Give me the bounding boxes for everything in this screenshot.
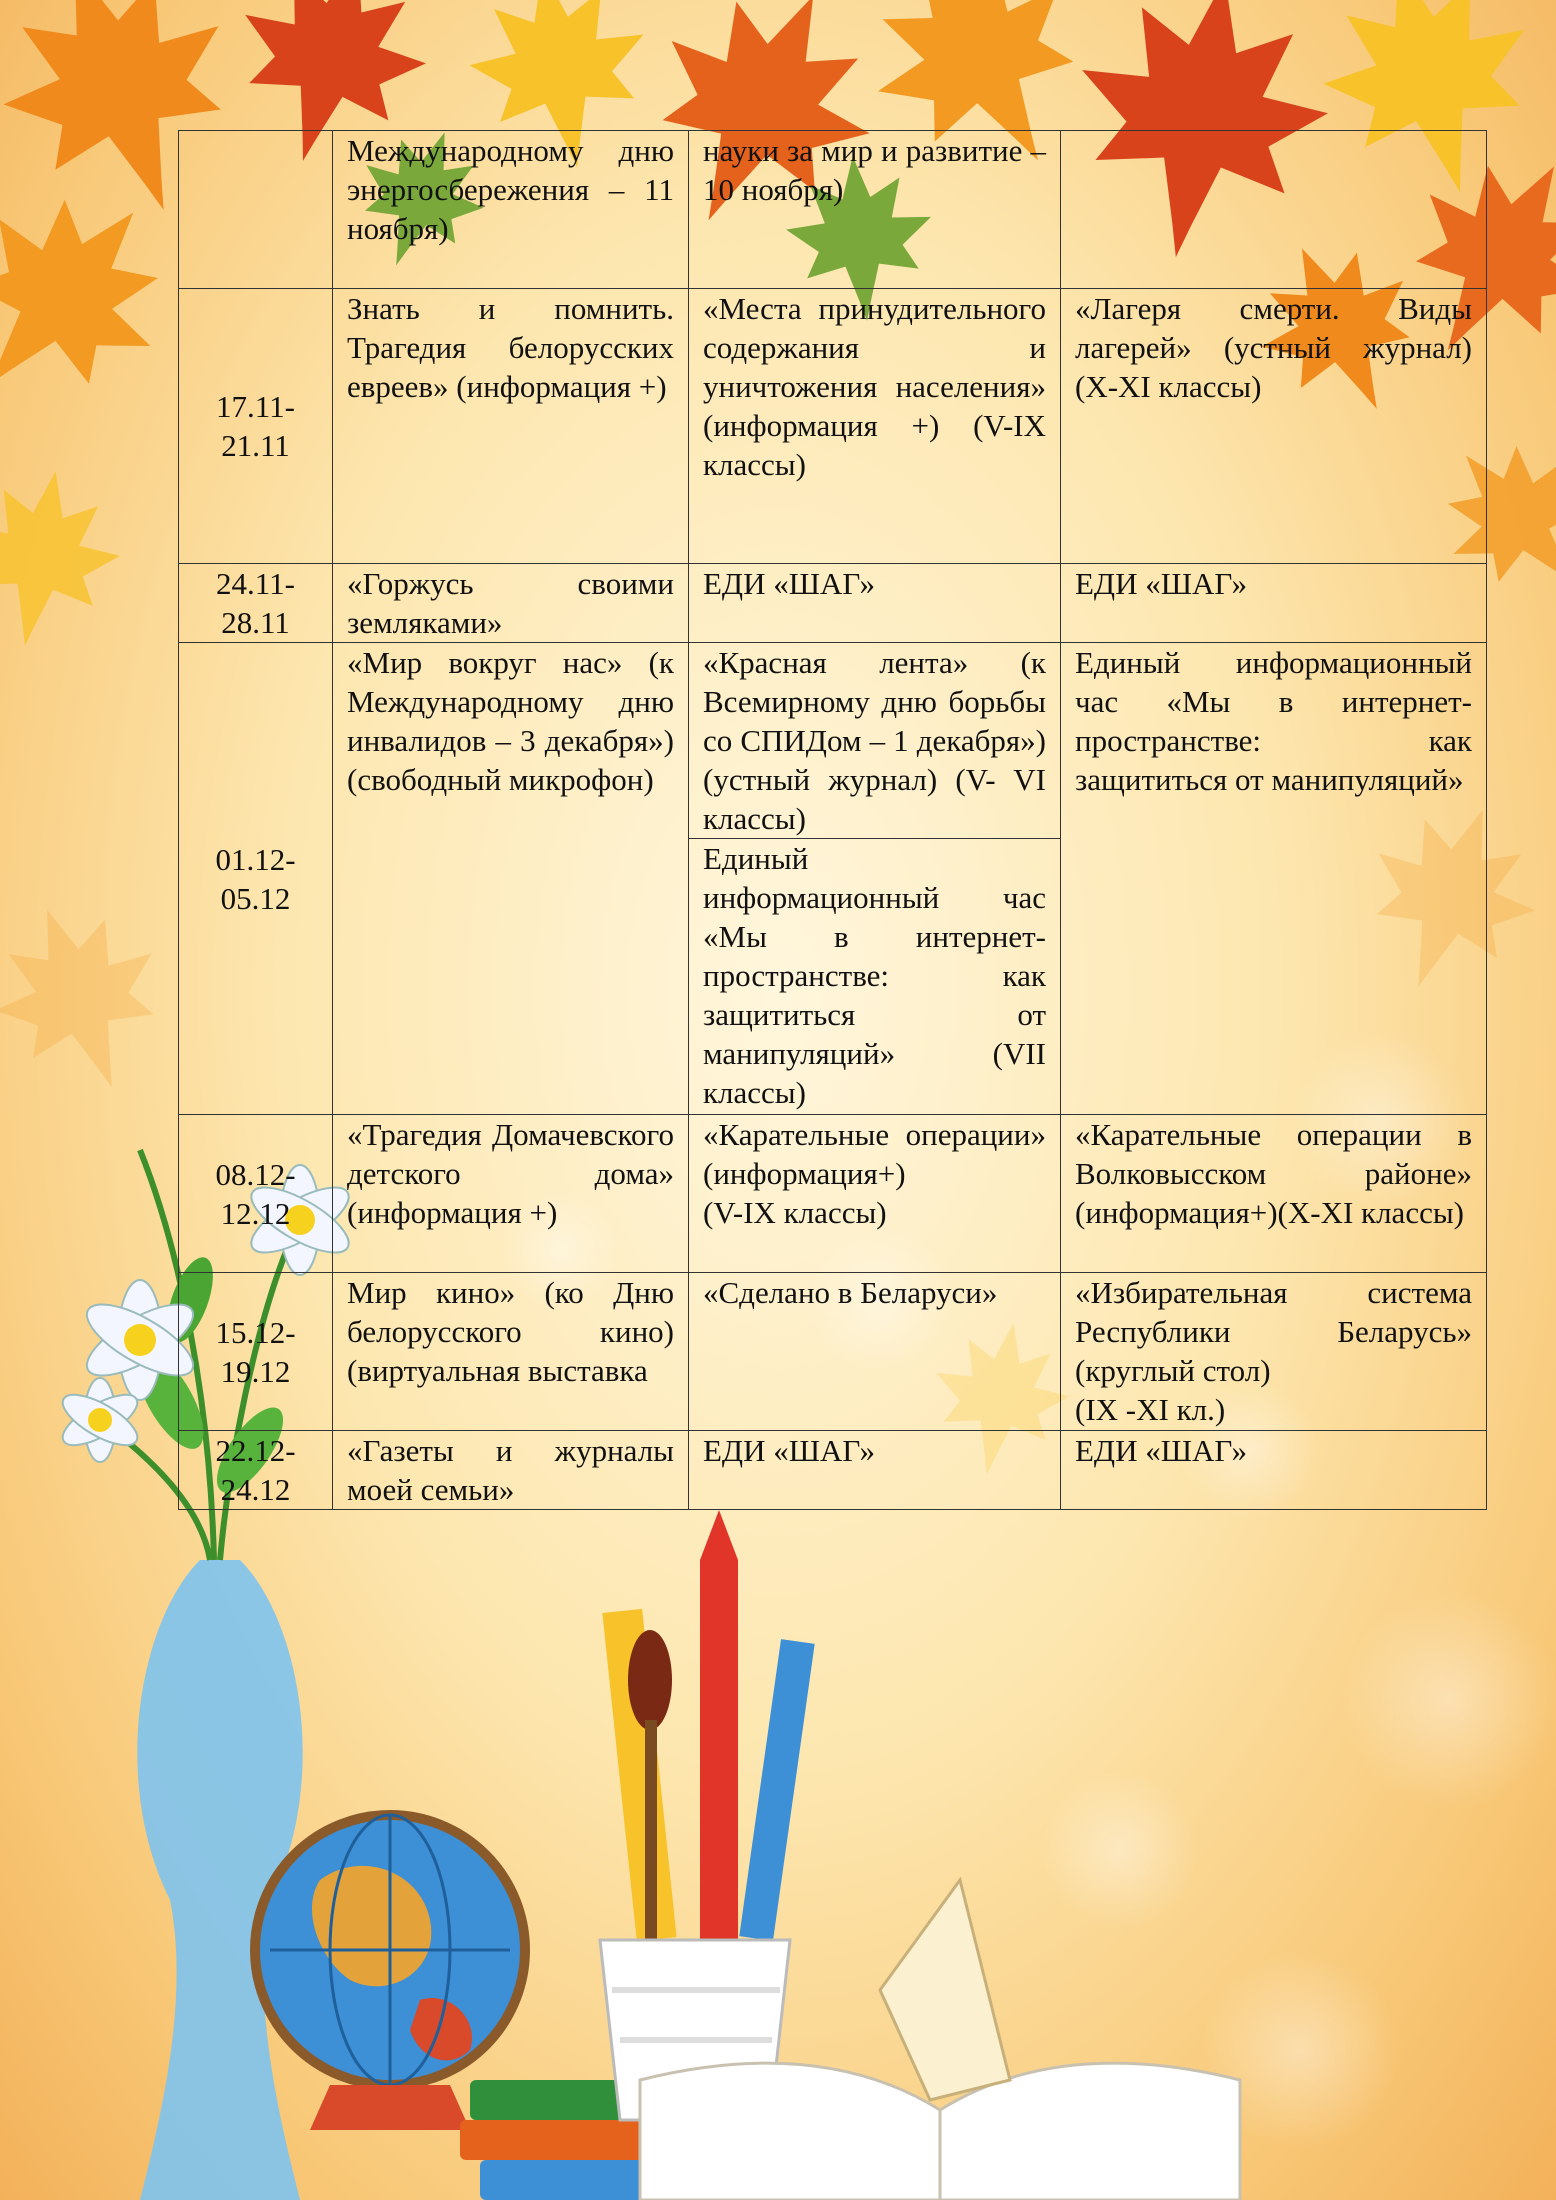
event-cell: Знать и помнить. Трагедия белорусских евреев» (информация +) <box>333 289 689 564</box>
event-cell: «Мир вокруг нас» (к Международному дню инвалидов – 3 декабря») (свободный микрофон) <box>333 643 689 1115</box>
event-cell: «Карательные операции» (информация+) (V-IX классы) <box>689 1115 1061 1273</box>
event-cell: «Газеты и журналы моей семьи» <box>333 1431 689 1510</box>
event-cell: «Трагедия Домачевского детского дома» (информация +) <box>333 1115 689 1273</box>
event-subcell: «Красная лента» (к Всемирному дню борьбы со СПИДом – 1 декабря») (устный журнал) (V- VI классы) <box>703 645 1046 836</box>
table-row <box>179 564 1487 643</box>
event-cell: науки за мир и развитие – 10 ноября) <box>689 131 1061 289</box>
date-cell: 08.12- 12.12 <box>179 1115 333 1273</box>
date-cell: 15.12- 19.12 <box>179 1273 333 1431</box>
date-cell: 17.11- 21.11 <box>179 289 333 564</box>
event-cell: ЕДИ «ШАГ» <box>1061 1431 1487 1510</box>
event-cell: Международному дню энергосбережения – 11 ноября) <box>333 131 689 289</box>
event-cell: «Сделано в Беларуси» <box>689 1273 1061 1431</box>
event-cell: ЕДИ «ШАГ» <box>689 564 1061 643</box>
pencil-cup <box>600 1510 815 2120</box>
date-cell: 22.12- 24.12 <box>179 1431 333 1510</box>
table-row <box>179 643 1487 1115</box>
event-cell: ЕДИ «ШАГ» <box>689 1431 1061 1510</box>
event-cell: «Горжусь своими земляками» <box>333 564 689 643</box>
event-cell: Мир кино» (ко Дню белорусского кино) (виртуальная выставка <box>333 1273 689 1431</box>
table-row <box>179 1273 1487 1431</box>
table-row <box>179 1115 1487 1273</box>
event-cell: «Лагеря смерти. Виды лагерей» (устный журнал) (X-XI классы) <box>1061 289 1487 564</box>
table-row <box>179 131 1487 289</box>
event-cell: «Карательные операции в Волковысском районе» (информация+)(X-XI классы) <box>1061 1115 1487 1273</box>
event-cell: ЕДИ «ШАГ» <box>1061 564 1487 643</box>
date-cell: 24.11- 28.11 <box>179 564 333 643</box>
event-cell <box>1061 131 1487 289</box>
table-row <box>179 289 1487 564</box>
table-row <box>179 1431 1487 1510</box>
date-cell <box>179 131 333 289</box>
event-cell: «Избирательная система Республики Беларусь» (круглый стол) (IX -XI кл.) <box>1061 1273 1487 1431</box>
event-cell: Единый информационный час «Мы в интернет-пространстве: как защититься от манипуляций» <box>1061 643 1487 1115</box>
event-subcell: Единый информационный час «Мы в интернет-пространстве: как защититься от манипуляций» (VII классы) <box>689 838 1060 1112</box>
event-cell-split <box>689 643 1061 1115</box>
schedule-table <box>178 130 1487 1510</box>
event-cell: «Места принудительного содержания и уничтожения населения» (информация +) (V-IX классы) <box>689 289 1061 564</box>
date-cell: 01.12- 05.12 <box>179 643 333 1115</box>
